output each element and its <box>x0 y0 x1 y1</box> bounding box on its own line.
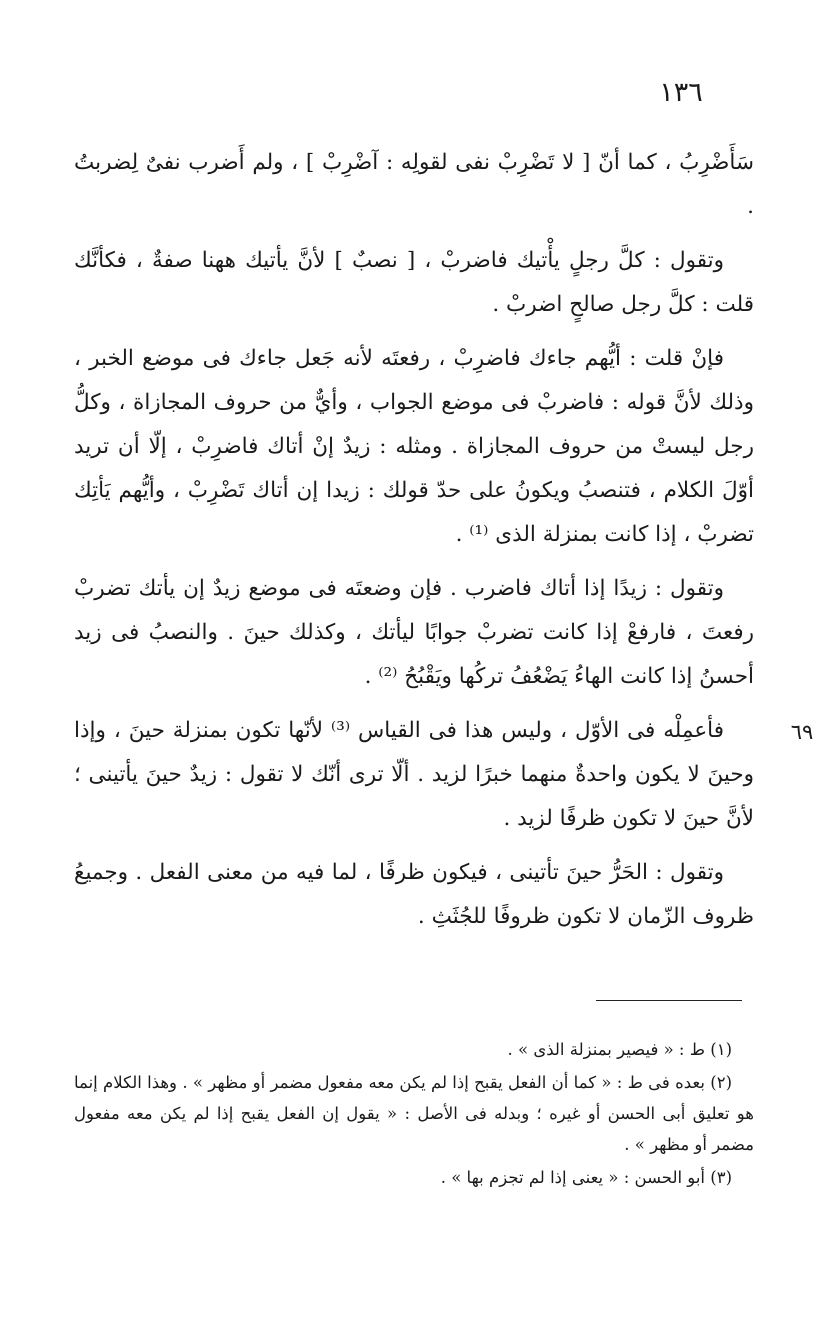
paragraph: وتقول : الحَرُّ حينَ تأتينى ، فيكون ظرفًا ، لما فيه من معنى الفعل . وجميعُ ظروف الزّمان لا تكون ظروفًا للجُثَثِ . <box>74 860 754 929</box>
page-number: ١٣٦ <box>659 77 703 108</box>
footnote: (٢) بعده فى ط : « كما أن الفعل يقبح إذا لم يكن معه مفعول مضمر أو مظهر » . وهذا الكلام إنما هو تعليق أبى الحسن أو غيره ؛ وبدله فى الأصل : « يقول إن الفعل يقبح إذا لم يكن معه مفعول مضمر أو مظهر » . <box>74 1073 754 1154</box>
margin-number: ٦٩ <box>790 720 814 744</box>
paragraph: سَأَضْرِبُ ، كما أنّ [ لا تَضْرِبْ نفى لقولِه : آضْرِبْ ] ، ولم أَضرب نفىٌ لِضربتُ . <box>74 150 754 219</box>
paragraph: وتقول : زيدًا إذا أتاك فاضرب . فإن وضعتَه فى موضع زيدٌ إن يأتك تضربْ رفعتَ ، فارفعْ إذا كانت تضربْ جوابًا ليأتك ، وكذلك حينَ . والنصبُ فى زيد أحسنُ إذا كانت الهاءُ يَضْعُفُ تركُها ويَقْبُحُ ⁽²⁾ . <box>74 576 754 689</box>
footnote: (١) ط : « فيصير بمنزلة الذى » . <box>507 1040 732 1059</box>
paragraph: وتقول : كلَّ رجلٍ يأْتيك فاضربْ ، [ نصبٌ ] لأنَّ يأتيك ههنا صفةٌ ، فكأنَّك قلت : كلَّ رجل صالحٍ اضربْ . <box>74 248 754 317</box>
body-text <box>74 141 754 949</box>
paragraph: فأعمِلْه فى الأوّل ، وليس هذا فى القياس ⁽³⁾ لأنّها تكون بمنزلة حينَ ، وإذا وحينَ لا يكون واحدةٌ منهما خبرًا لزيد . ألّا ترى أنّك لا تقول : زيدٌ حينَ يأتينى ؛ لأنَّ حينَ لا تكون ظرفًا لزيد . <box>74 718 754 831</box>
paragraph: فإنْ قلت : أيُّهم جاءك فاضرِبْ ، رفعتَه لأنه جَعل جاءك فى موضع الخبر ، وذلك لأنَّ قوله : فاضربْ فى موضع الجواب ، وأيٌّ من حروف المجازاة ، وكلُّ رجل ليستْ من حروف المجازاة . ومثله : زيدٌ إنْ أتاك فاضرِبْ ، إلّا أن تريد أوّلَ الكلام ، فتنصبُ ويكونُ على حدّ قولك : زيدا إن أتاك تَضْرِبْ ، وأيُّهم يَأتِك تضربْ ، إذا كانت بمنزلة الذى ⁽¹⁾ . <box>74 346 754 547</box>
footnote: (٣) أبو الحسن : « يعنى إذا لم تجزم بها » . <box>440 1168 732 1187</box>
footnote-divider <box>596 1000 742 1001</box>
footnotes <box>74 1034 754 1195</box>
